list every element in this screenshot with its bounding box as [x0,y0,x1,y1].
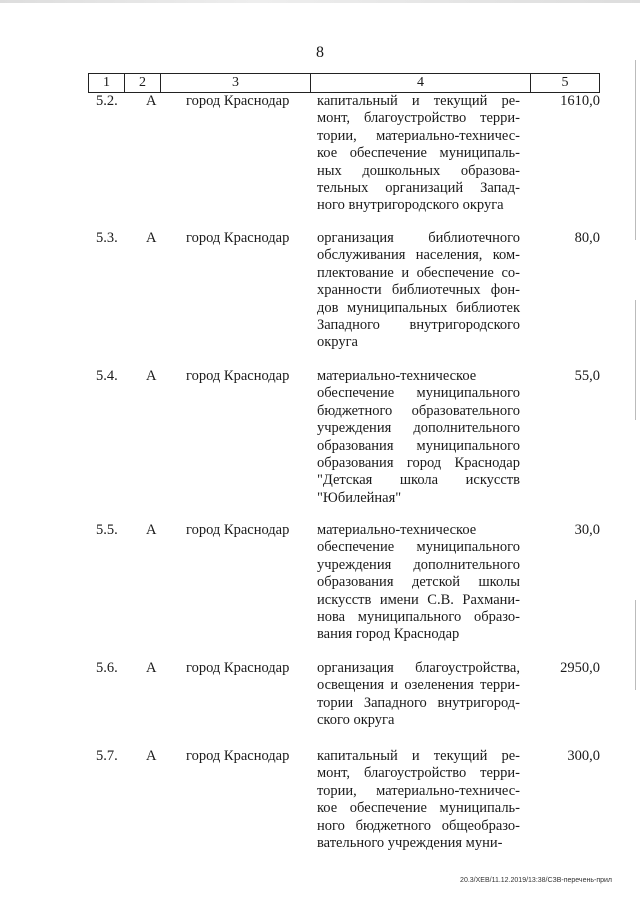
description-line: освещения и озеленения терри- [317,677,520,694]
description-line: вания город Краснодар [317,626,460,643]
row-amount: 30,0 [574,522,600,538]
row-category: А [146,93,157,109]
row-city: город Краснодар [186,748,290,764]
header-col-1: 1 [89,74,125,92]
description-line: образования город Краснодар [317,455,520,472]
table-header [88,73,600,93]
description-line: учреждения дополнительного [317,420,520,437]
scan-edge-mark [635,600,636,690]
row-city: город Краснодар [186,522,290,538]
row-description [317,230,520,352]
description-line: тории, материально-техничес- [317,782,520,799]
scan-edge-mark [635,300,636,420]
description-line: кое обеспечение муниципаль- [317,145,520,162]
header-col-2: 2 [125,74,161,92]
row-number: 5.7. [96,748,118,764]
scan-top-edge [0,0,640,3]
row-amount: 300,0 [567,748,600,764]
description-line: Западного внутригородского [317,317,520,334]
row-category: А [146,660,157,676]
header-col-3: 3 [161,74,311,92]
row-category: А [146,748,157,764]
row-city: город Краснодар [186,93,290,109]
row-number: 5.3. [96,230,118,246]
description-line: искусств имени С.В. Рахмани- [317,591,520,608]
description-line: организация благоустройства, [317,660,520,676]
description-line: ского округа [317,712,395,729]
row-number: 5.2. [96,93,118,109]
description-line: округа [317,334,358,351]
description-line: материально-техническое [317,522,477,538]
description-line: обеспечение муниципального [317,539,520,556]
description-line: дов муниципальных библиотек [317,299,520,316]
row-amount: 2950,0 [560,660,600,676]
description-line: бюджетного образовательного [317,402,520,419]
row-category: А [146,230,157,246]
description-line: обеспечение муниципального [317,385,520,402]
description-line: организация библиотечного [317,230,520,246]
scan-edge-mark [635,60,636,240]
row-amount: 80,0 [574,230,600,246]
header-col-4: 4 [311,74,531,92]
description-line: ного бюджетного общеобразо- [317,817,520,834]
description-line: капитальный и текущий ре- [317,93,520,109]
description-line: тории, материально-техничес- [317,127,520,144]
description-line: ных дошкольных образова- [317,162,520,179]
description-line: плектование и обеспечение со- [317,264,520,281]
document-footer: 20.3/ХЕВ/11.12.2019/13:38/СЗВ-перечень-прил [460,877,612,884]
header-col-5: 5 [561,75,569,90]
row-number: 5.5. [96,522,118,538]
row-city: город Краснодар [186,230,290,246]
row-category: А [146,522,157,538]
description-line: монт, благоустройство терри- [317,110,520,127]
description-line: тельных организаций Запад- [317,180,520,197]
description-line: монт, благоустройство терри- [317,765,520,782]
row-description [317,368,520,507]
row-category: А [146,368,157,384]
row-amount: 55,0 [574,368,600,384]
row-number: 5.6. [96,660,118,676]
description-line: материально-техническое [317,368,477,384]
description-line: ного внутригородского округа [317,197,504,214]
row-amount: 1610,0 [560,93,600,109]
description-line: кое обеспечение муниципаль- [317,800,520,817]
description-line: капитальный и текущий ре- [317,748,520,764]
description-line: "Юбилейная" [317,489,402,506]
row-city: город Краснодар [186,368,290,384]
description-line: "Детская школа искусств [317,472,520,489]
description-line: хранности библиотечных фон- [317,282,520,299]
description-line: образования детской школы [317,574,520,591]
row-number: 5.4. [96,368,118,384]
description-line: вательного учреждения муни- [317,835,503,852]
description-line: образования муниципального [317,437,520,454]
row-description [317,660,520,730]
description-line: тории Западного внутригород- [317,694,520,711]
page-number: 8 [316,44,324,61]
description-line: учреждения дополнительного [317,556,520,573]
description-line: нова муниципального образо- [317,609,520,626]
row-description [317,522,520,644]
description-line: обслуживания населения, ком- [317,247,520,264]
row-city: город Краснодар [186,660,290,676]
row-description [317,748,520,852]
row-description [317,93,520,215]
